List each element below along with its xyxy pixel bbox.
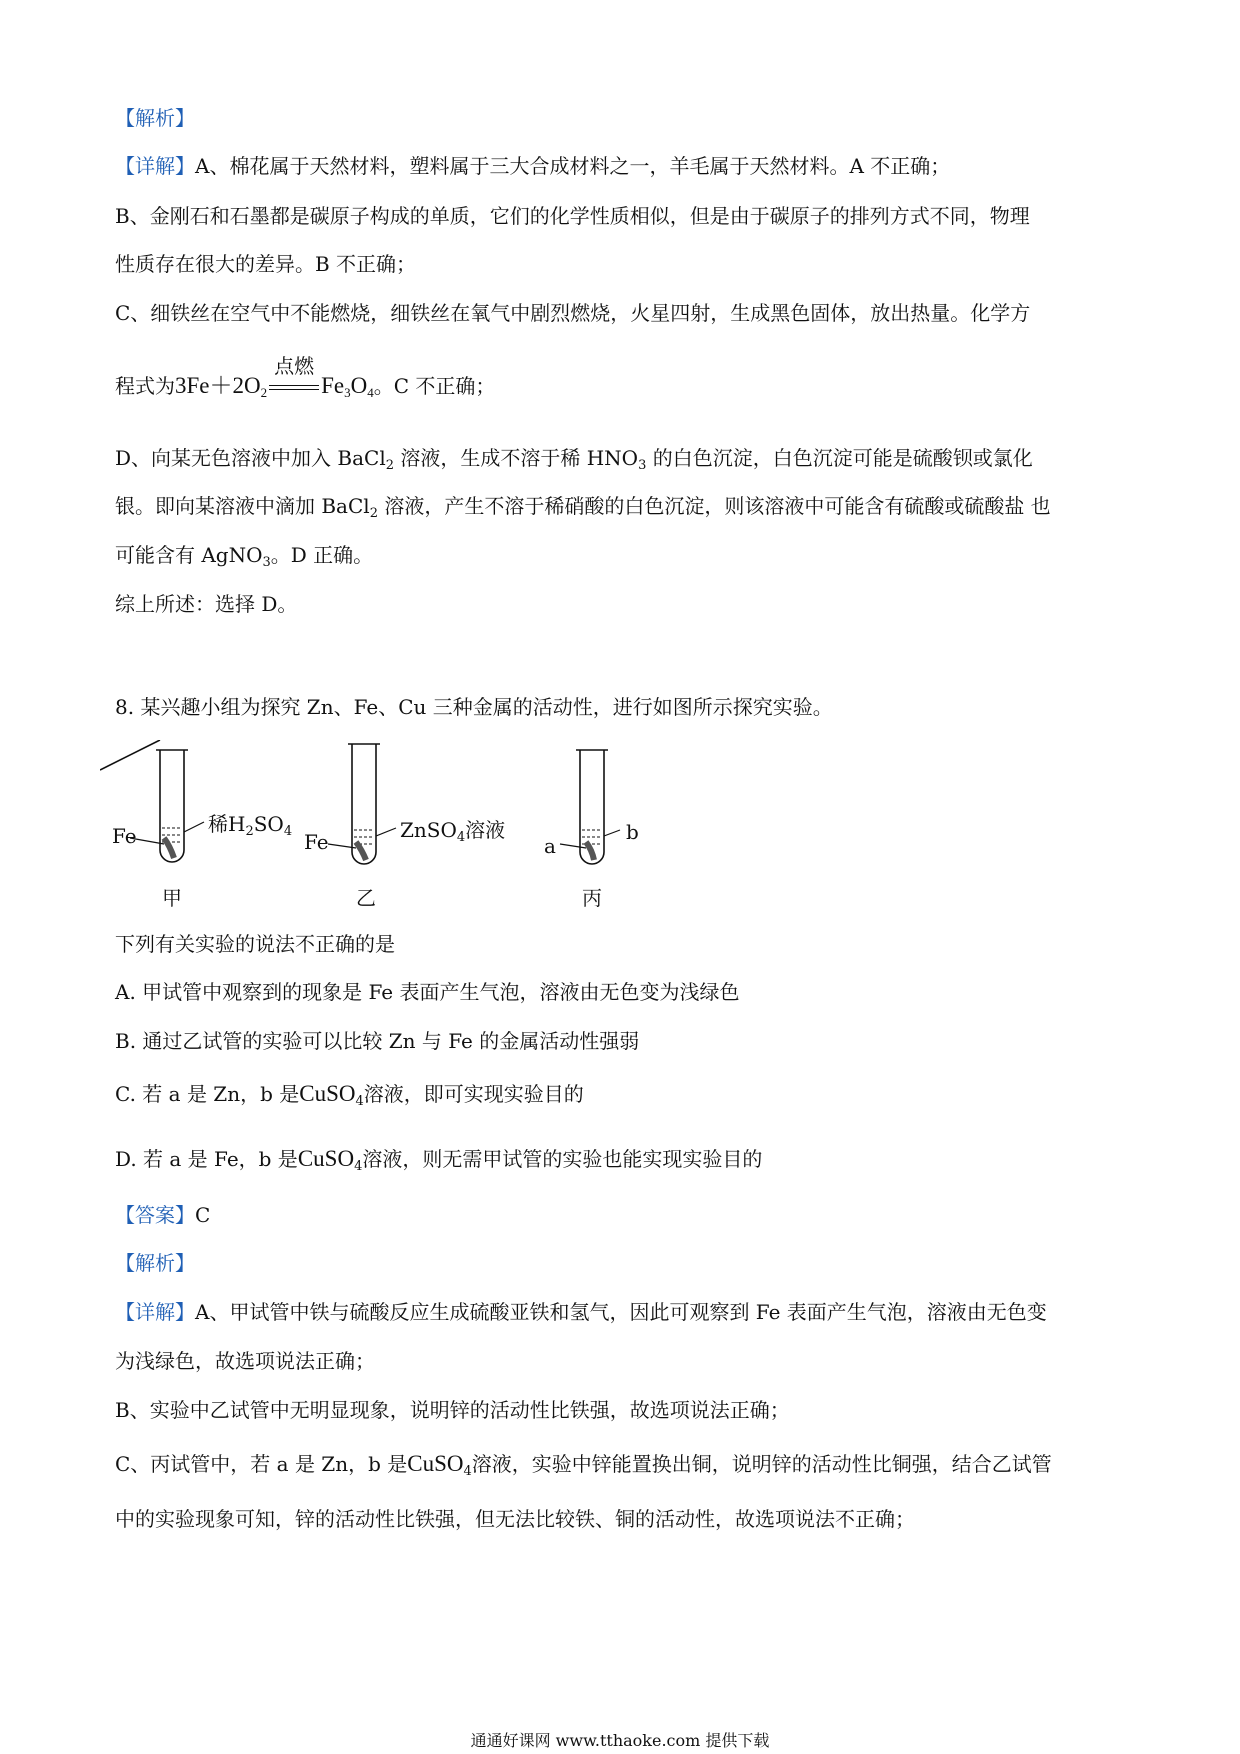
equation-right: $Fe_3O_4$ xyxy=(321,373,374,400)
explanation-d-line1: D、向某无色溶液中加入 BaCl$_2$ 溶液，生成不溶于稀 $HNO_3$ 的白色沉淀，白色沉淀可能是硫酸钡或氯化 xyxy=(115,446,1033,473)
q8-explanation-c-line2: 中的实验现象可知，锌的活动性比铁强，但无法比较铁、铜的活动性，故选项说法不正确； xyxy=(115,1507,915,1531)
page-footer: 通通好课网 www.tthaoke.com 提供下载 xyxy=(470,1731,770,1750)
tube-yi xyxy=(328,744,396,864)
question-8-stem: 8. 某兴趣小组为探究 Zn、Fe、Cu 三种金属的活动性，进行如图所示探究实验。 xyxy=(115,695,833,719)
tube-bing-a-label: a xyxy=(544,834,556,858)
answer-tag: 【答案】 xyxy=(115,1203,195,1227)
q8-explanation-c-line1: C、丙试管中，若 a 是 Zn，b 是CuSO$_4$溶液，实验中锌能置换出铜，说明锌的活动性比铜强，结合乙试管 xyxy=(115,1451,1052,1479)
explanation-a-text: A、棉花属于天然材料，塑料属于三大合成材料之一，羊毛属于天然材料。A 不正确； xyxy=(195,154,951,178)
tube-jia-solution-label: 稀$H_2SO_4$ xyxy=(208,812,293,839)
explanation-c-equation xyxy=(115,353,496,407)
q8-explanation-b: B、实验中乙试管中无明显现象，说明锌的活动性比铁强，故选项说法正确； xyxy=(115,1398,790,1422)
xiangjie-tag-2: 【详解】 xyxy=(115,1300,195,1324)
explanation-b-line1: B、金刚石和石墨都是碳原子构成的单质，它们的化学性质相似，但是由于碳原子的排列方式不同，物理 xyxy=(115,204,1030,228)
tube-bing-b-label: b xyxy=(626,820,639,844)
explanation-d-line3: 可能含有 AgNO$_3$。D 正确。 xyxy=(115,543,374,570)
equation-prefix: 程式为 xyxy=(115,374,175,398)
jiexi-heading-1: 【解析】 xyxy=(115,106,195,130)
option-b: B. 通过乙试管的实验可以比较 Zn 与 Fe 的金属活动性强弱 xyxy=(115,1029,640,1053)
answer-value: C xyxy=(195,1203,211,1227)
summary: 综上所述：选择 D。 xyxy=(115,592,298,616)
tube-yi-solution-label: ZnSO$_4$溶液 xyxy=(400,818,506,845)
jiexi-heading-2: 【解析】 xyxy=(115,1251,195,1275)
question-8-prompt: 下列有关实验的说法不正确的是 xyxy=(115,932,395,956)
answer-line xyxy=(115,1201,210,1229)
tube-yi-name: 乙 xyxy=(356,886,376,910)
tube-bing-name: 丙 xyxy=(582,886,602,910)
explanation-d-line2: 银。即向某溶液中滴加 BaCl$_2$ 溶液，产生不溶于稀硝酸的白色沉淀，则该溶液中可能含有硫酸或硫酸盐 也 xyxy=(115,494,1051,521)
xiangjie-tag: 【详解】 xyxy=(115,154,195,178)
option-c: C. 若 a 是 Zn，b 是CuSO$_4$溶液，即可实现实验目的 xyxy=(115,1081,584,1109)
option-d: D. 若 a 是 Fe，b 是CuSO$_4$溶液，则无需甲试管的实验也能实现实验目的 xyxy=(115,1146,763,1174)
equation-left: $3Fe+2O_2$ xyxy=(175,373,268,400)
q8-explanation-a-line2: 为浅绿色，故选项说法正确； xyxy=(115,1349,375,1373)
explanation-c-line1: C、细铁丝在空气中不能燃烧，细铁丝在氧气中剧烈燃烧，火星四射，生成黑色固体，放出热量。化学方 xyxy=(115,301,1031,325)
option-a: A. 甲试管中观察到的现象是 Fe 表面产生气泡，溶液由无色变为浅绿色 xyxy=(115,980,740,1004)
explanation-b-line2: 性质存在很大的差异。B 不正确； xyxy=(115,252,417,276)
reaction-arrow xyxy=(269,353,319,402)
tube-jia-name: 甲 xyxy=(162,886,182,910)
q8-explanation-a-line1: 【详解】A、甲试管中铁与硫酸反应生成硫酸亚铁和氢气，因此可观察到 Fe 表面产生气泡，溶液由无色变 xyxy=(115,1300,1047,1324)
explanation-a xyxy=(115,152,950,180)
tube-bing xyxy=(560,750,620,864)
tube-jia-metal-label: Fe xyxy=(112,824,137,848)
reaction-condition: 点燃 xyxy=(274,353,315,378)
equation-suffix: 。C 不正确； xyxy=(373,374,496,398)
tube-yi-metal-label: Fe xyxy=(304,830,329,854)
